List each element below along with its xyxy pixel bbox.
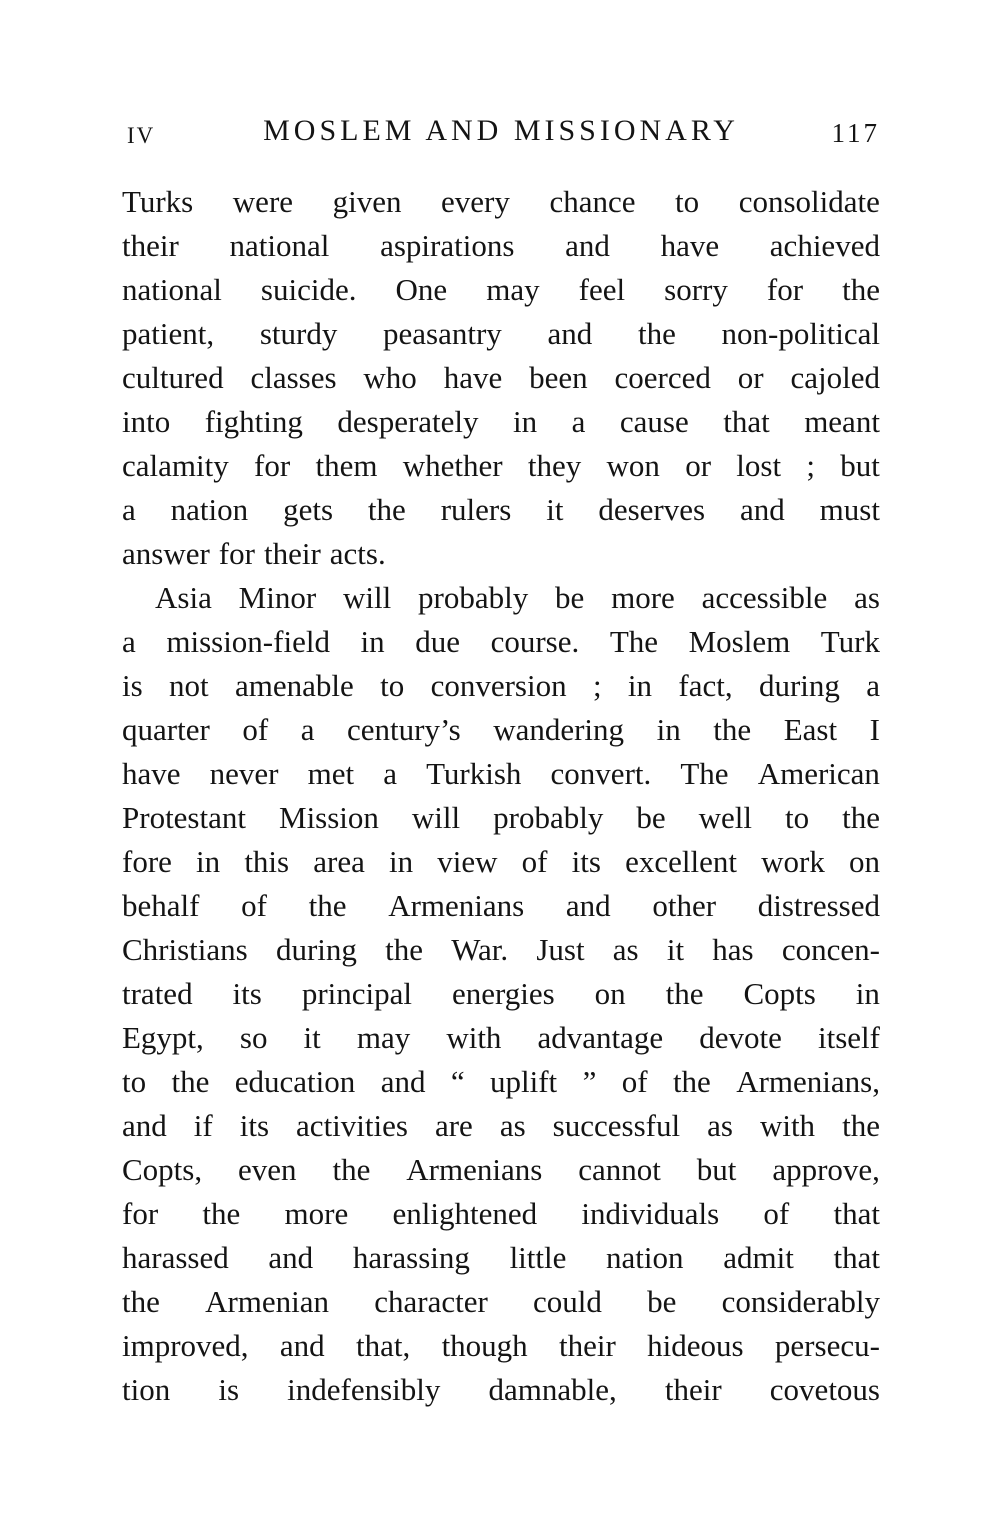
word: are bbox=[434, 1108, 473, 1143]
text-line bbox=[122, 356, 880, 400]
word: calamity bbox=[122, 448, 229, 483]
word: achieved bbox=[769, 228, 880, 263]
word: Protestant bbox=[122, 800, 246, 835]
word: harassing bbox=[352, 1240, 470, 1275]
word: the bbox=[842, 272, 880, 307]
text-line bbox=[122, 1104, 880, 1148]
text-line bbox=[122, 1060, 880, 1104]
word: itself bbox=[817, 1020, 880, 1055]
word: War. bbox=[451, 932, 509, 967]
word: mission-field bbox=[166, 624, 330, 659]
word: of bbox=[242, 712, 269, 747]
word: “ bbox=[450, 1064, 465, 1099]
word: fighting bbox=[204, 404, 303, 439]
word: whether bbox=[402, 448, 503, 483]
word: or bbox=[737, 360, 764, 395]
text-line bbox=[122, 928, 880, 972]
word: the bbox=[171, 1064, 210, 1099]
word: quarter bbox=[122, 712, 210, 747]
word: chance bbox=[549, 184, 636, 219]
word: sturdy bbox=[259, 316, 338, 351]
word: as bbox=[499, 1108, 526, 1143]
text-line bbox=[122, 268, 880, 312]
word: character bbox=[374, 1284, 488, 1319]
word: as bbox=[612, 932, 639, 967]
word: but bbox=[696, 1152, 737, 1187]
word: successful bbox=[552, 1108, 681, 1143]
word: in bbox=[855, 976, 880, 1011]
text-line bbox=[122, 620, 880, 664]
word: this bbox=[244, 844, 290, 879]
word: area bbox=[313, 844, 365, 879]
word: of bbox=[763, 1196, 790, 1231]
word: and bbox=[565, 888, 611, 923]
word: a bbox=[571, 404, 586, 439]
word: Copts bbox=[743, 976, 816, 1011]
text-line bbox=[122, 708, 880, 752]
word: may bbox=[486, 272, 540, 307]
word: it bbox=[546, 492, 564, 527]
word: a bbox=[122, 492, 136, 527]
text-line bbox=[122, 752, 880, 796]
word: the bbox=[672, 1064, 711, 1099]
text-line bbox=[122, 444, 880, 488]
word: I bbox=[869, 712, 880, 747]
word: into bbox=[122, 404, 171, 439]
word: hideous bbox=[647, 1328, 744, 1363]
word: Moslem bbox=[688, 624, 791, 659]
word: will bbox=[342, 580, 392, 615]
word: a bbox=[866, 668, 880, 703]
word: in bbox=[389, 844, 414, 879]
word: never bbox=[209, 756, 279, 791]
word: be bbox=[555, 580, 585, 615]
word: its bbox=[571, 844, 601, 879]
word: sorry bbox=[664, 272, 728, 307]
word: in bbox=[196, 844, 221, 879]
word: the bbox=[842, 800, 880, 835]
word: of bbox=[621, 1064, 648, 1099]
word: who bbox=[363, 360, 417, 395]
word: must bbox=[819, 492, 880, 527]
word: approve, bbox=[772, 1152, 880, 1187]
text-line bbox=[122, 1192, 880, 1236]
word: aspirations bbox=[380, 228, 515, 263]
word: it bbox=[303, 1020, 321, 1055]
word: little bbox=[509, 1240, 567, 1275]
word: the bbox=[637, 316, 676, 351]
text-line bbox=[122, 972, 880, 1016]
word: they bbox=[527, 448, 582, 483]
word: lost bbox=[736, 448, 782, 483]
word: though bbox=[441, 1328, 528, 1363]
word: answer bbox=[122, 536, 210, 571]
word: the bbox=[385, 932, 423, 967]
word: as bbox=[707, 1108, 733, 1143]
word: Copts, bbox=[122, 1152, 203, 1187]
word: to bbox=[675, 184, 700, 219]
word: to bbox=[122, 1064, 147, 1099]
word: Turkish bbox=[426, 756, 522, 791]
word: in bbox=[627, 668, 653, 703]
word: indefensibly bbox=[287, 1372, 441, 1407]
word: on bbox=[848, 844, 880, 879]
word: ; bbox=[592, 668, 602, 703]
word: work bbox=[761, 844, 825, 879]
word: well bbox=[698, 800, 752, 835]
word: and bbox=[547, 316, 593, 351]
word: acts. bbox=[329, 536, 386, 571]
text-line bbox=[122, 1280, 880, 1324]
word: other bbox=[652, 888, 717, 923]
word: accessible bbox=[701, 580, 828, 615]
word: in bbox=[513, 404, 538, 439]
word: in bbox=[656, 712, 681, 747]
word: were bbox=[232, 184, 294, 219]
word: and bbox=[565, 228, 610, 263]
word: or bbox=[685, 448, 712, 483]
word: is bbox=[218, 1372, 240, 1407]
word: energies bbox=[451, 976, 555, 1011]
word: national bbox=[122, 272, 222, 307]
word: tion bbox=[122, 1372, 171, 1407]
word: uplift bbox=[490, 1064, 558, 1099]
word: patient, bbox=[122, 316, 215, 351]
word: have bbox=[660, 228, 720, 263]
body-text bbox=[122, 180, 880, 1412]
word: suicide. bbox=[260, 272, 357, 307]
word: has bbox=[712, 932, 754, 967]
word: their bbox=[559, 1328, 616, 1363]
word: have bbox=[443, 360, 503, 395]
word: One bbox=[395, 272, 448, 307]
word: desperately bbox=[337, 404, 479, 439]
word: on bbox=[594, 976, 626, 1011]
word: in bbox=[360, 624, 385, 659]
word: during bbox=[758, 668, 840, 703]
text-line bbox=[122, 664, 880, 708]
word: national bbox=[229, 228, 330, 263]
word: cannot bbox=[578, 1152, 661, 1187]
word: Asia bbox=[155, 580, 212, 615]
word: principal bbox=[301, 976, 412, 1011]
word: Mission bbox=[279, 800, 379, 835]
word: enlightened bbox=[392, 1196, 538, 1231]
word: for bbox=[766, 272, 804, 307]
text-line bbox=[122, 1368, 880, 1412]
word: course. bbox=[490, 624, 580, 659]
word: them bbox=[315, 448, 378, 483]
word: the bbox=[332, 1152, 371, 1187]
word: individuals bbox=[581, 1196, 720, 1231]
page-header bbox=[122, 112, 880, 152]
word: it bbox=[666, 932, 685, 967]
word: Armenian bbox=[205, 1284, 330, 1319]
word: and bbox=[268, 1240, 314, 1275]
word: peasantry bbox=[383, 316, 502, 351]
word: conversion bbox=[430, 668, 567, 703]
word: of bbox=[521, 844, 548, 879]
text-line bbox=[122, 840, 880, 884]
word: their bbox=[664, 1372, 722, 1407]
word: fore bbox=[122, 844, 172, 879]
word: will bbox=[411, 800, 461, 835]
word: feel bbox=[578, 272, 626, 307]
chapter-numeral: IV bbox=[127, 123, 156, 148]
word: during bbox=[275, 932, 357, 967]
word: Just bbox=[536, 932, 585, 967]
word: but bbox=[840, 448, 880, 483]
word: deserves bbox=[598, 492, 706, 527]
word: is bbox=[122, 668, 143, 703]
text-line bbox=[122, 1324, 880, 1368]
word: been bbox=[529, 360, 588, 395]
text-line bbox=[122, 884, 880, 928]
word: that bbox=[833, 1240, 880, 1275]
text-line bbox=[122, 796, 880, 840]
word: and bbox=[279, 1328, 325, 1363]
word: meant bbox=[804, 404, 880, 439]
text-line bbox=[122, 1236, 880, 1280]
running-title: MOSLEM AND MISSIONARY bbox=[263, 114, 739, 147]
word: the bbox=[367, 492, 406, 527]
word: persecu- bbox=[774, 1328, 880, 1363]
word: if bbox=[193, 1108, 213, 1143]
word: East bbox=[783, 712, 838, 747]
word: consolidate bbox=[738, 184, 880, 219]
word: non-political bbox=[721, 316, 880, 351]
word: coerced bbox=[614, 360, 711, 395]
word: be bbox=[636, 800, 666, 835]
page-number: 117 bbox=[831, 118, 880, 148]
word: improved, bbox=[122, 1328, 249, 1363]
word: to bbox=[785, 800, 810, 835]
word: century’s bbox=[347, 712, 461, 747]
word: Egypt, bbox=[122, 1020, 204, 1055]
word: their bbox=[263, 536, 321, 571]
text-line bbox=[122, 180, 880, 224]
word: excellent bbox=[625, 844, 737, 879]
word: may bbox=[356, 1020, 411, 1055]
word: a bbox=[300, 712, 315, 747]
word: wandering bbox=[493, 712, 625, 747]
word: The bbox=[680, 756, 729, 791]
word: that bbox=[723, 404, 770, 439]
word: more bbox=[611, 580, 675, 615]
word: devote bbox=[699, 1020, 782, 1055]
word: a bbox=[122, 624, 136, 659]
word: considerably bbox=[721, 1284, 880, 1319]
text-line bbox=[122, 1016, 880, 1060]
word: the bbox=[713, 712, 752, 747]
word: and bbox=[380, 1064, 426, 1099]
word: classes bbox=[250, 360, 337, 395]
word: advantage bbox=[537, 1020, 664, 1055]
word: its bbox=[232, 976, 262, 1011]
word: have bbox=[122, 756, 181, 791]
word: and bbox=[739, 492, 785, 527]
word: cause bbox=[619, 404, 689, 439]
word: with bbox=[759, 1108, 816, 1143]
word: rulers bbox=[440, 492, 512, 527]
text-line bbox=[122, 400, 880, 444]
word: the bbox=[308, 888, 347, 923]
word: not bbox=[169, 668, 209, 703]
word: that, bbox=[355, 1328, 411, 1363]
word: American bbox=[757, 756, 880, 791]
word: Armenians bbox=[388, 888, 525, 923]
word: harassed bbox=[122, 1240, 229, 1275]
word: the bbox=[202, 1196, 241, 1231]
word: distressed bbox=[757, 888, 880, 923]
word: could bbox=[533, 1284, 602, 1319]
word: given bbox=[332, 184, 402, 219]
word: concen- bbox=[781, 932, 880, 967]
word: its bbox=[239, 1108, 270, 1143]
word: and bbox=[122, 1108, 167, 1143]
word: amenable bbox=[235, 668, 354, 703]
word: probably bbox=[493, 800, 604, 835]
word: the bbox=[122, 1284, 160, 1319]
text-line bbox=[122, 312, 880, 356]
word: a bbox=[383, 756, 397, 791]
word: for bbox=[254, 448, 291, 483]
word: ” bbox=[582, 1064, 597, 1099]
word: fact, bbox=[678, 668, 733, 703]
word: probably bbox=[418, 580, 529, 615]
word: more bbox=[284, 1196, 349, 1231]
word: admit bbox=[723, 1240, 794, 1275]
word: due bbox=[415, 624, 460, 659]
word: Turk bbox=[820, 624, 880, 659]
word: covetous bbox=[769, 1372, 880, 1407]
word: Turks bbox=[122, 184, 194, 219]
word: cajoled bbox=[790, 360, 880, 395]
word: the bbox=[842, 1108, 880, 1143]
word: trated bbox=[122, 976, 193, 1011]
word: the bbox=[665, 976, 704, 1011]
word: that bbox=[833, 1196, 880, 1231]
word: gets bbox=[283, 492, 334, 527]
word: Armenians bbox=[406, 1152, 543, 1187]
text-line bbox=[122, 488, 880, 532]
word: Armenians, bbox=[736, 1064, 880, 1099]
word: ; bbox=[806, 448, 815, 483]
word: as bbox=[854, 580, 880, 615]
word: cultured bbox=[122, 360, 224, 395]
word: The bbox=[609, 624, 659, 659]
word: view bbox=[437, 844, 498, 879]
word: Minor bbox=[238, 580, 317, 615]
word: convert. bbox=[550, 756, 652, 791]
word: with bbox=[446, 1020, 502, 1055]
word: nation bbox=[606, 1240, 684, 1275]
word: met bbox=[307, 756, 355, 791]
word: to bbox=[380, 668, 405, 703]
text-line bbox=[122, 532, 880, 576]
word: nation bbox=[170, 492, 249, 527]
word: Christians bbox=[122, 932, 248, 967]
word: their bbox=[122, 228, 179, 263]
word: behalf bbox=[122, 888, 200, 923]
text-line bbox=[122, 1148, 880, 1192]
word: be bbox=[647, 1284, 677, 1319]
text-line bbox=[122, 224, 880, 268]
word: won bbox=[606, 448, 660, 483]
word: even bbox=[238, 1152, 297, 1187]
text-line bbox=[122, 576, 880, 620]
word: activities bbox=[296, 1108, 408, 1143]
word: of bbox=[241, 888, 267, 923]
word: so bbox=[239, 1020, 268, 1055]
word: every bbox=[441, 184, 510, 219]
word: for bbox=[218, 536, 255, 571]
word: damnable, bbox=[488, 1372, 617, 1407]
word: for bbox=[122, 1196, 159, 1231]
word: education bbox=[234, 1064, 356, 1099]
